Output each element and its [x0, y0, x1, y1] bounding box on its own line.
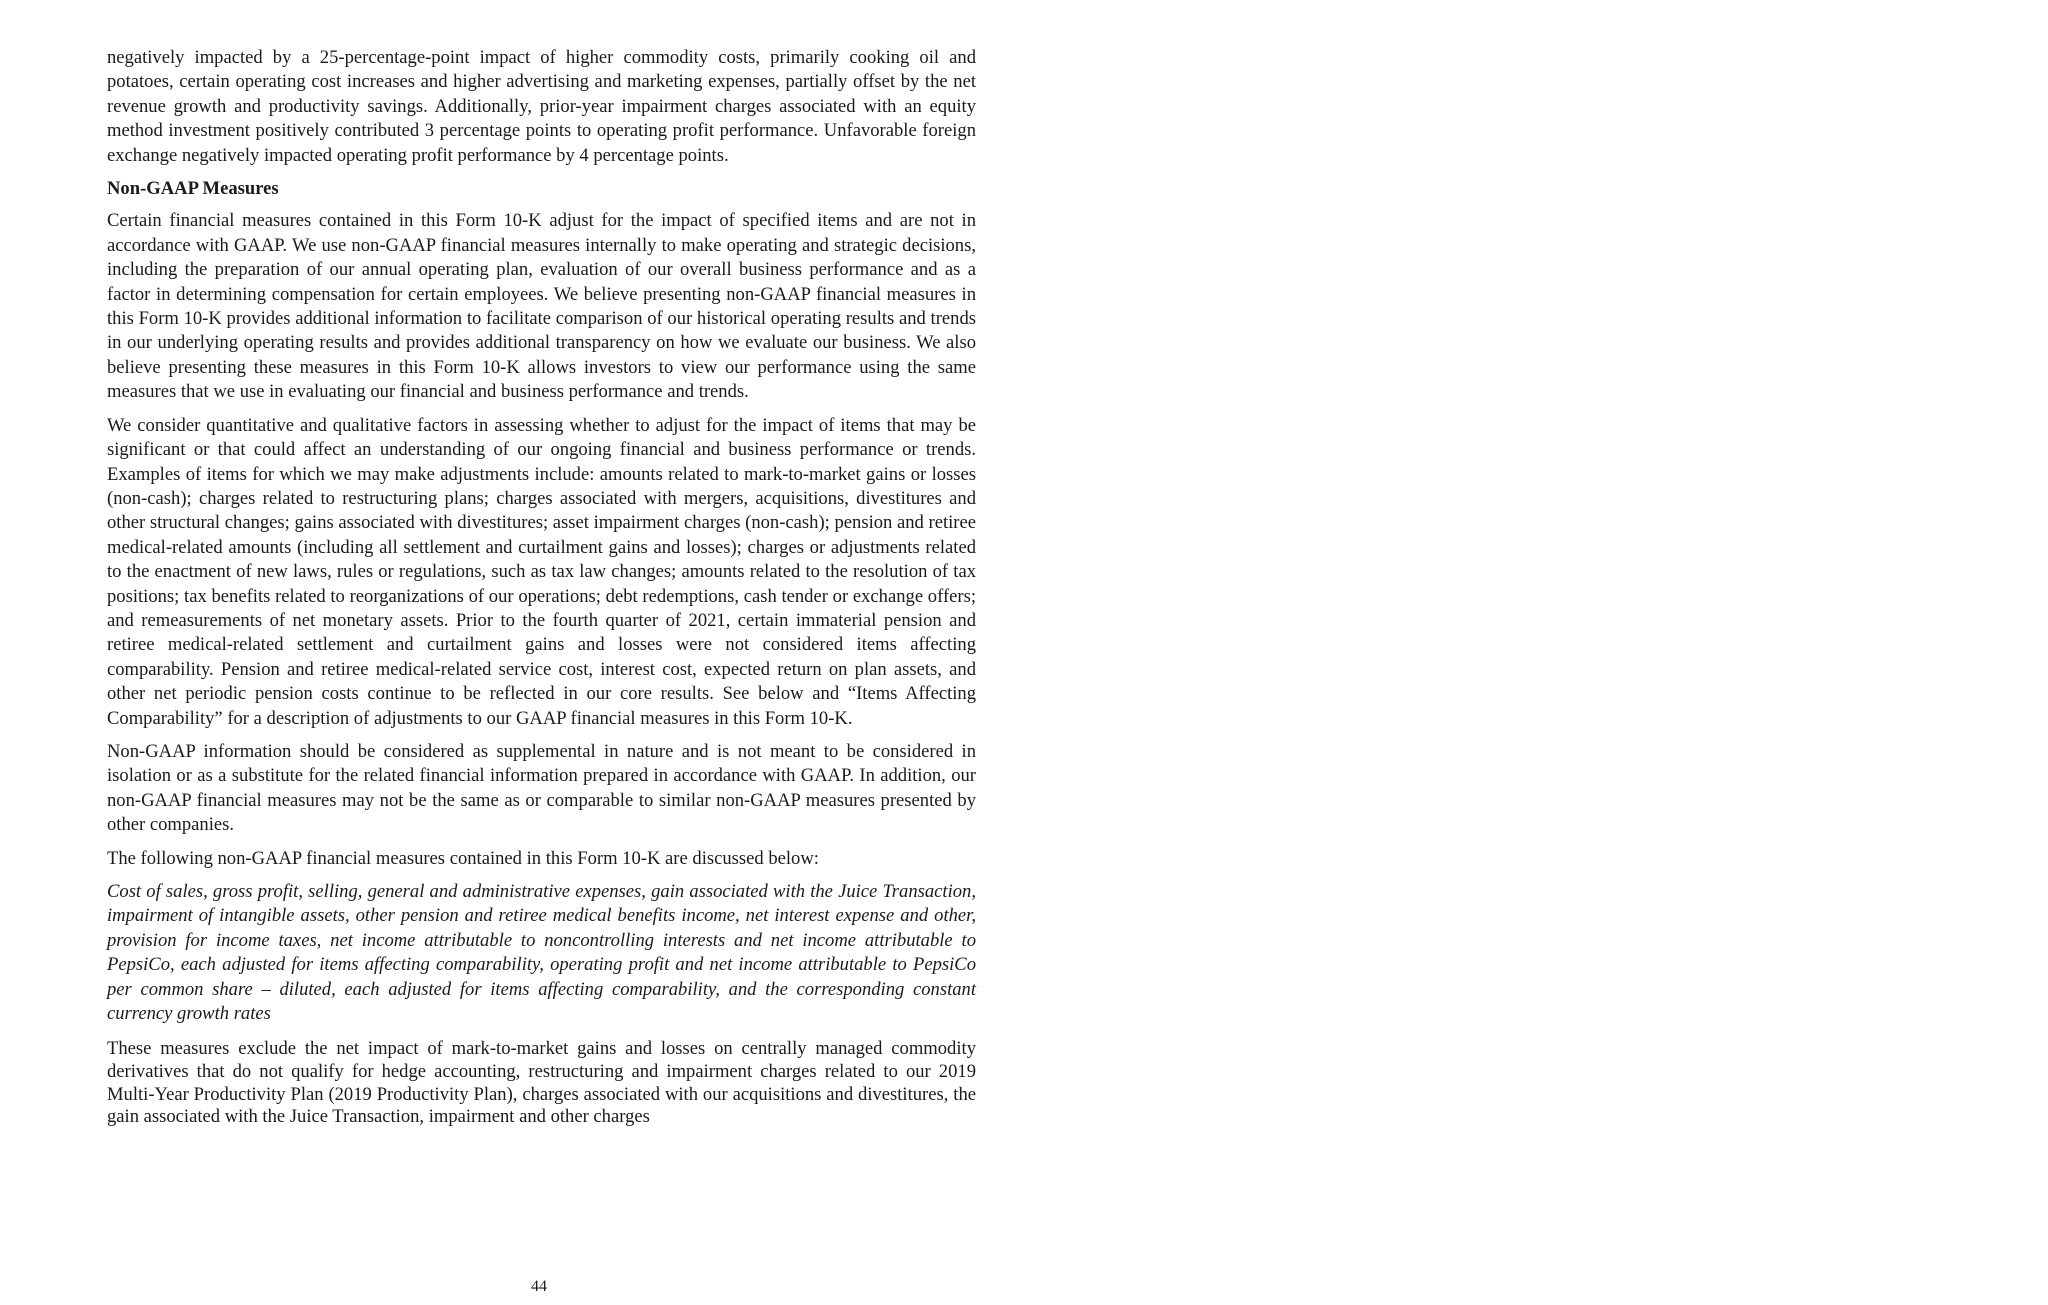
page-number: 44	[531, 1278, 547, 1295]
paragraph-measures-exclusions: These measures exclude the net impact of mark-to-market gains and losses on centrally managed commodity derivatives that do not qualify for hedge accounting, restructuring and impairment charges related to our 2019 Multi-Year Productivity Plan (2019 Productivity Plan), charges associated with our acquisitions and divestitures, the gain associated with the Juice Transaction, impairment and other charges	[107, 1038, 976, 1128]
paragraph-measures-list-intro: The following non-GAAP financial measures contained in this Form 10-K are discussed below:	[107, 847, 819, 869]
paragraph-supplemental-note: Non-GAAP information should be considered as supplemental in nature and is not meant to be considered in isolation or as a substitute for the related financial information prepared in accordance with GAAP. In addition, our non-GAAP financial measures may not be the same as or comparable to similar non-GAAP measures presented by other companies.	[107, 740, 976, 836]
document-body	[107, 46, 976, 1138]
paragraph-adjustment-factors: We consider quantitative and qualitative factors in assessing whether to adjust for the impact of items that may be significant or that could affect an understanding of our ongoing financial and business performance or trends. Examples of items for which we may make adjustments include: amounts related to mark-to-market gains or losses (non-cash); charges related to restructuring plans; charges associated with mergers, acquisitions, divestitures and other structural changes; gains associated with divestitures; asset impairment charges (non-cash); pension and retiree medical-related amounts (including all settlement and curtailment gains and losses); charges or adjustments related to the enactment of new laws, rules or regulations, such as tax law changes; amounts related to the resolution of tax positions; tax benefits related to reorganizations of our operations; debt redemptions, cash tender or exchange offers; and remeasurements of net monetary assets. Prior to the fourth quarter of 2021, certain immaterial pension and retiree medical-related settlement and curtailment gains and losses were not considered items affecting comparability. Pension and retiree medical-related service cost, interest cost, expected return on plan assets, and other net periodic pension costs continue to be reflected in our core results. See below and “Items Affecting Comparability” for a description of adjustments to our GAAP financial measures in this Form 10-K.	[107, 414, 976, 729]
section-heading-non-gaap: Non-GAAP Measures	[107, 178, 279, 200]
paragraph-measures-italic: Cost of sales, gross profit, selling, general and administrative expenses, gain associated with the Juice Transaction, impairment of intangible assets, other pension and retiree medical benefits income, net interest expense and other, provision for income taxes, net income attributable to noncontrolling interests and net income attributable to PepsiCo, each adjusted for items affecting comparability, operating profit and net income attributable to PepsiCo per common share – diluted, each adjusted for items affecting comparability, and the corresponding constant currency growth rates	[107, 881, 976, 1025]
paragraph-operating-profit: negatively impacted by a 25-percentage-point impact of higher commodity costs, primarily cooking oil and potatoes, certain operating cost increases and higher advertising and marketing expenses, partially offset by the net revenue growth and productivity savings. Additionally, prior-year impairment charges associated with an equity method investment positively contributed 3 percentage points to operating profit performance. Unfavorable foreign exchange negatively impacted operating profit performance by 4 percentage points.	[107, 47, 976, 166]
paragraph-non-gaap-intro: Certain financial measures contained in this Form 10-K adjust for the impact of specified items and are not in accordance with GAAP. We use non-GAAP financial measures internally to make operating and strategic decisions, including the preparation of our annual operating plan, evaluation of our overall business performance and as a factor in determining compensation for certain employees. We believe presenting non-GAAP financial measures in this Form 10-K provides additional information to facilitate comparison of our historical operating results and trends in our underlying operating results and provides additional transparency on how we evaluate our business. We also believe presenting these measures in this Form 10-K allows investors to view our performance using the same measures that we use in evaluating our financial and business performance and trends.	[107, 210, 976, 403]
